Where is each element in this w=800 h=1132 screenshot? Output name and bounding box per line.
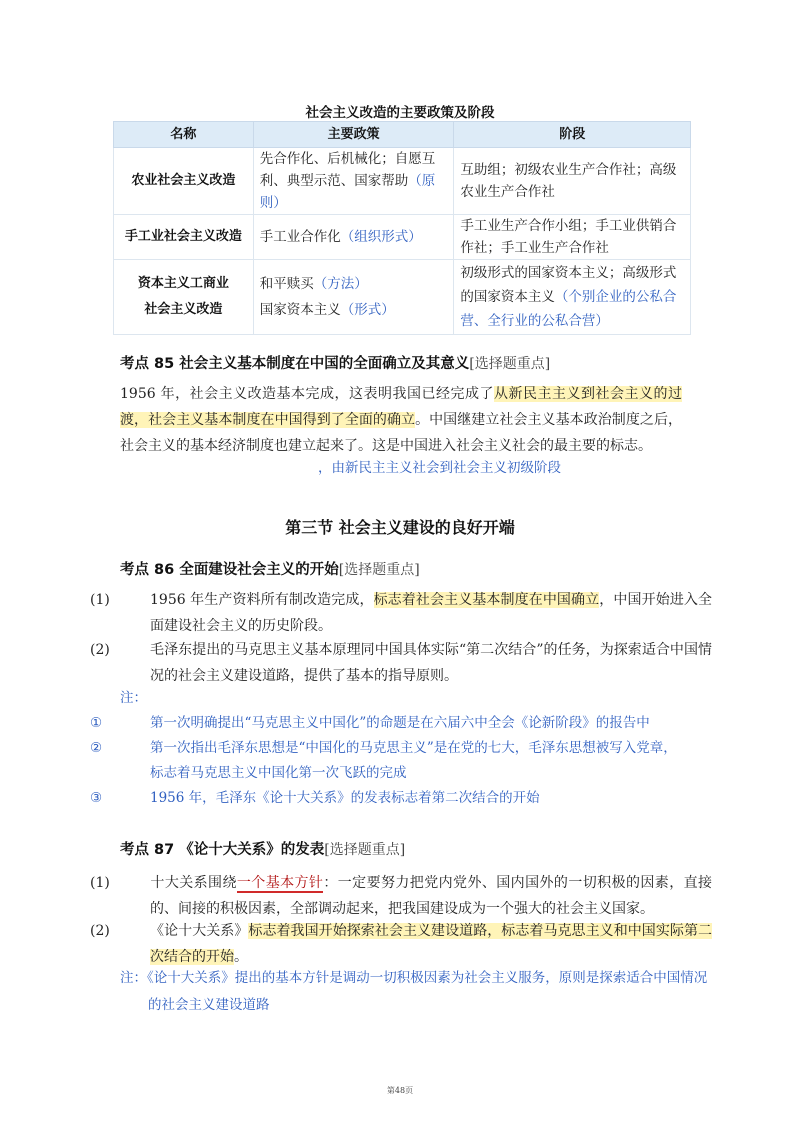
cell-policy: 和平赎买（方法） 国家资本主义（形式） — [253, 260, 454, 335]
kp85-paragraph: 1956 年，社会主义改造基本完成，这表明我国已经完成了从新民主主义到社会主义的过渡，社会主义基本制度在中国得到了全面的确立。中国继建立社会主义基本政治制度之后，社会主义的基本经济制度也建立起来了。这是中国进入社会主义社会的最主要的标志。 — [120, 386, 683, 454]
kp85-tag: [选择题重点] — [469, 356, 551, 372]
kp87-item-1: (1) 十大关系围绕一个基本方针：一定要努力把党内党外、国内国外的一切积极的因素，直接的、间接的积极因素，全部调动起来，把我国建设成为一个强大的社会主义国家。 — [120, 870, 712, 922]
kp86-item-1: (1) 1956 年生产资料所有制改造完成，标志着社会主义基本制度在中国确立，中国开始进入全面建设社会主义的历史阶段。 — [120, 587, 712, 639]
column-header: 名称 — [114, 122, 254, 148]
kp87-tag: [选择题重点] — [324, 842, 406, 858]
cell-stage: 手工业生产合作小组；手工业供销合作社；手工业生产合作社 — [454, 215, 691, 260]
kp86-item-2: (2) 毛泽东提出的马克思主义基本原理同中国具体实际“第二次结合”的任务，为探索适合中国情况的社会主义建设道路，提供了基本的指导原则。 — [120, 637, 712, 689]
kp87-note: 注：《论十大关系》提出的基本方针是调动一切积极因素为社会主义服务，原则是探索适合中国情况的社会主义建设道路 — [120, 970, 708, 1013]
kp86-notes — [90, 686, 685, 811]
table-row — [114, 215, 691, 260]
page-number: 第48页 — [386, 1086, 414, 1095]
item-number: (2) — [90, 642, 110, 658]
cell-name: 手工业社会主义改造 — [114, 215, 254, 260]
table-title: 社会主义改造的主要政策及阶段 — [305, 105, 495, 121]
stage-note: （个别企业的公私合营、全行业的公私合营） — [460, 289, 677, 329]
notes-label: 注： — [120, 690, 147, 706]
policy-note: （原则） — [259, 173, 436, 211]
table-header-row — [114, 122, 691, 148]
kp86-tag: [选择题重点] — [338, 562, 420, 578]
cell-name: 农业社会主义改造 — [114, 148, 254, 215]
kp85-highlight: 从新民主主义到社会主义的过渡，社会主义基本制度在中国得到了全面的确立 — [120, 386, 683, 428]
column-header: 阶段 — [454, 122, 691, 148]
kp86-heading: 考点 86 全面建设社会主义的开始[选择题重点] — [120, 562, 420, 578]
item-number: (1) — [90, 875, 110, 891]
item-number: (1) — [90, 592, 110, 608]
note-item: ① 第一次明确提出“马克思主义中国化”的命题是在六届六中全会《论新阶段》的报告中 — [90, 715, 650, 731]
kp86-highlight: 标志着社会主义基本制度在中国确立 — [373, 592, 600, 608]
column-header: 主要政策 — [253, 122, 454, 148]
policy-note: （形式） — [340, 302, 395, 318]
kp85-handwritten-note: ，由新民主主义社会到社会主义初级阶段 — [318, 460, 561, 476]
table-row — [114, 148, 691, 215]
cell-name: 资本主义工商业 社会主义改造 — [114, 260, 254, 335]
section-title: 第三节 社会主义建设的良好开端 — [285, 518, 515, 537]
note-item: ② 第一次指出毛泽东思想是“中国化的马克思主义”是在党的七大，毛泽东思想被写入党章，标志着马克思主义中国化第一次飞跃的完成 — [90, 740, 677, 781]
cell-stage: 互助组；初级农业生产合作社；高级农业生产合作社 — [454, 148, 691, 215]
table-row — [114, 260, 691, 335]
item-number: (2) — [90, 923, 110, 939]
kp85-heading: 考点 85 社会主义基本制度在中国的全面确立及其意义[选择题重点] — [120, 356, 551, 372]
cell-stage: 初级形式的国家资本主义；高级形式的国家资本主义（个别企业的公私合营、全行业的公私合营） — [454, 260, 691, 335]
policy-note: （方法） — [313, 276, 368, 292]
cell-policy: 先合作化、后机械化；自愿互利、典型示范、国家帮助（原则） — [253, 148, 454, 215]
kp87-heading: 考点 87 《论十大关系》的发表[选择题重点] — [120, 842, 406, 858]
policy-note: （组织形式） — [340, 229, 422, 245]
policy-table — [113, 121, 691, 335]
note-item: ③ 1956 年，毛泽东《论十大关系》的发表标志着第二次结合的开始 — [90, 790, 540, 806]
kp87-highlight: 标志着我国开始探索社会主义建设道路，标志着马克思主义和中国实际第二次结合的开始 — [150, 923, 713, 965]
kp87-red-underline: 一个基本方针 — [236, 875, 324, 891]
kp87-item-2: (2) 《论十大关系》标志着我国开始探索社会主义建设道路，标志着马克思主义和中国实际第二次结合的开始。 — [120, 918, 712, 970]
cell-policy: 手工业合作化（组织形式） — [253, 215, 454, 260]
